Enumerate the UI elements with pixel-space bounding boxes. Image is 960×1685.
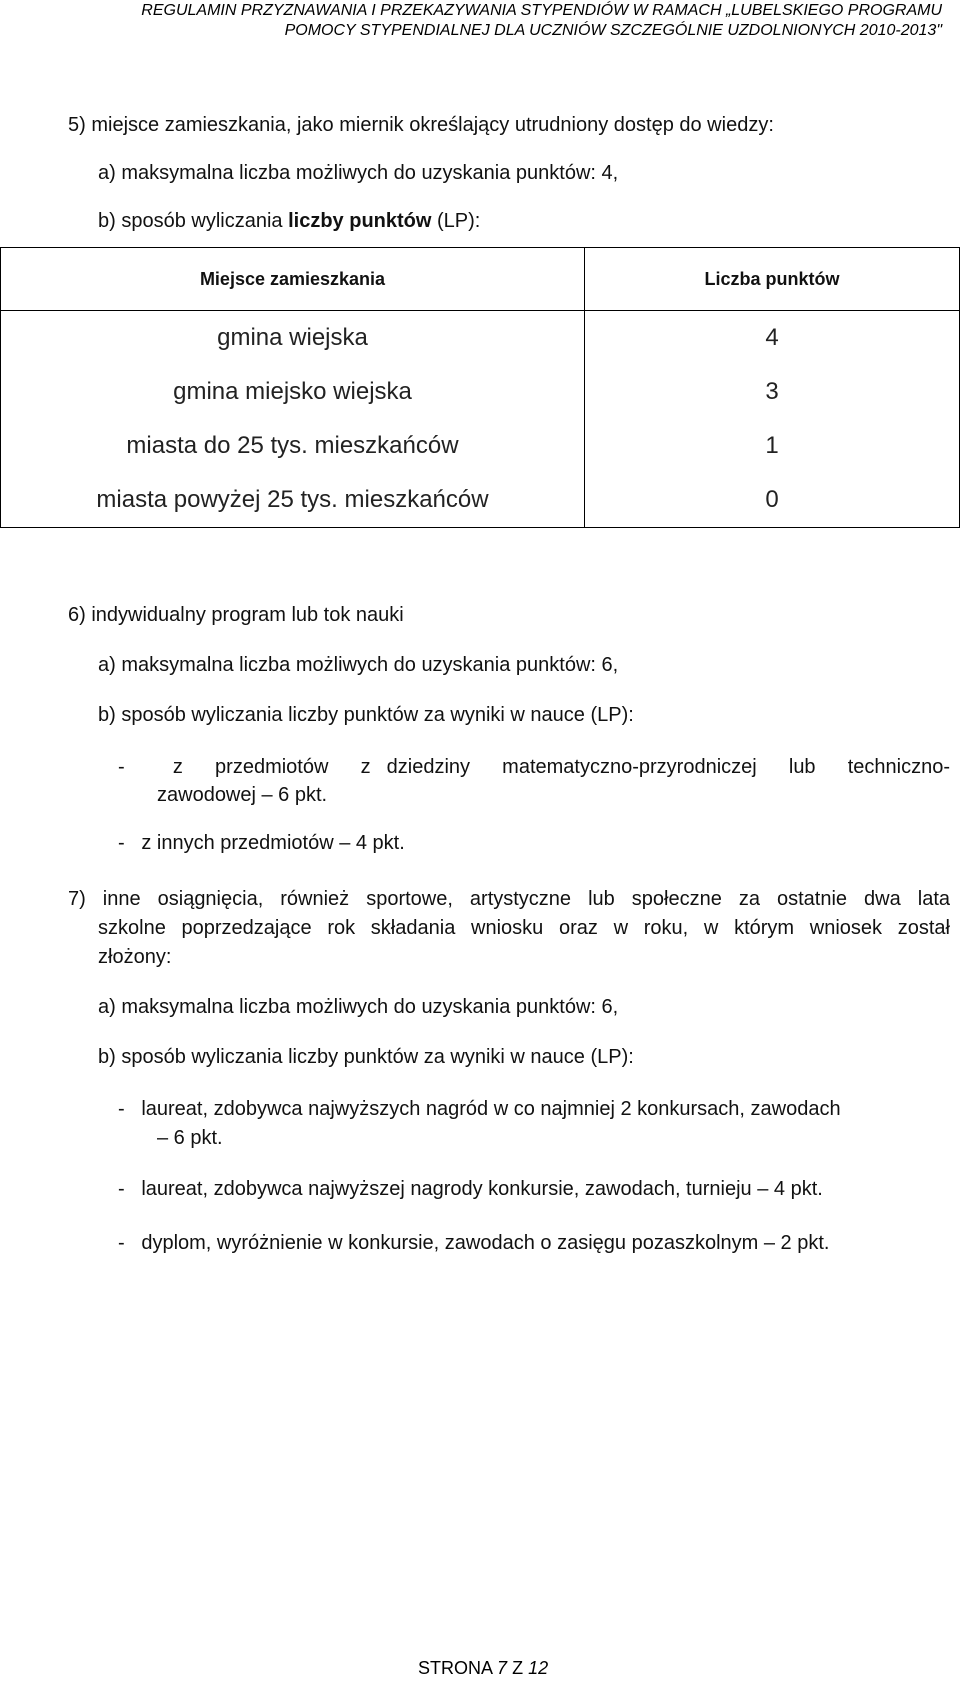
section-6-item-1-line-1: - z przedmiotów z dziedziny matematyczno-przyrodniczej lub techniczno- <box>118 756 950 778</box>
section-7-line-1: 7) inne osiągnięcia, również sportowe, artystyczne lub społeczne za ostatnie dwa lata <box>68 888 950 910</box>
footer-total: 12 <box>528 1658 549 1678</box>
cell-place: miasta do 25 tys. mieszkańców <box>1 419 585 473</box>
cell-points: 0 <box>585 473 960 528</box>
table-row <box>1 419 960 473</box>
header-points: Liczba punktów <box>585 248 960 311</box>
header-place: Miejsce zamieszkania <box>1 248 585 311</box>
table-row <box>1 365 960 419</box>
running-header-line-2: POMOCY STYPENDIALNEJ DLA UCZNIÓW SZCZEGÓLNIE UZDOLNIONYCH 2010-2013" <box>284 22 942 39</box>
section-7-point-a: a) maksymalna liczba możliwych do uzyskania punktów: 6, <box>98 996 619 1018</box>
section-7-item-3: - dyplom, wyróżnienie w konkursie, zawodach o zasięgu pozaszkolnym – 2 pkt. <box>118 1232 830 1254</box>
table-row <box>1 473 960 528</box>
footer-page: 7 <box>497 1658 508 1678</box>
section-6-point-a: a) maksymalna liczba możliwych do uzyskania punktów: 6, <box>98 654 619 676</box>
table-row <box>1 311 960 366</box>
section-5-point-b-bold: liczby punktów <box>288 210 432 232</box>
section-7-line-3: złożony: <box>98 946 172 968</box>
section-5-point-b <box>98 210 480 233</box>
cell-place: gmina miejsko wiejska <box>1 365 585 419</box>
section-5-point-a: a) maksymalna liczba możliwych do uzyskania punktów: 4, <box>98 162 619 184</box>
section-5-point-b-suffix: (LP): <box>431 210 481 232</box>
section-6-item-2: - z innych przedmiotów – 4 pkt. <box>118 832 405 854</box>
section-7-item-1-line-1: - laureat, zdobywca najwyższych nagród w co najmniej 2 konkursach, zawodach <box>118 1098 841 1120</box>
section-6-point-b: b) sposób wyliczania liczby punktów za wyniki w nauce (LP): <box>98 704 634 726</box>
cell-place: miasta powyżej 25 tys. mieszkańców <box>1 473 585 528</box>
section-7-item-1-line-2: – 6 pkt. <box>157 1127 223 1149</box>
section-5-title: 5) miejsce zamieszkania, jako miernik określający utrudniony dostęp do wiedzy: <box>68 114 774 136</box>
section-7-point-b: b) sposób wyliczania liczby punktów za wyniki w nauce (LP): <box>98 1046 634 1068</box>
footer-label: STRONA <box>418 1658 493 1678</box>
table-header-row <box>1 248 960 311</box>
section-7-item-2: - laureat, zdobywca najwyższej nagrody konkursie, zawodach, turnieju – 4 pkt. <box>118 1178 823 1200</box>
footer-of: Z <box>512 1658 524 1678</box>
cell-points: 4 <box>585 311 960 366</box>
cell-points: 1 <box>585 419 960 473</box>
section-6-title: 6) indywidualny program lub tok nauki <box>68 604 404 626</box>
section-6-item-1-line-2: zawodowej – 6 pkt. <box>157 784 328 806</box>
section-7-line-2: szkolne poprzedzające rok składania wniosku oraz w roku, w którym wniosek został <box>98 917 950 939</box>
running-header-line-1: REGULAMIN PRZYZNAWANIA I PRZEKAZYWANIA STYPENDIÓW W RAMACH „LUBELSKIEGO PROGRAMU <box>141 2 942 19</box>
section-5-point-b-prefix: b) sposób wyliczania <box>98 210 289 232</box>
page-number-footer <box>418 1658 548 1679</box>
points-table <box>0 247 960 528</box>
cell-place: gmina wiejska <box>1 311 585 366</box>
cell-points: 3 <box>585 365 960 419</box>
